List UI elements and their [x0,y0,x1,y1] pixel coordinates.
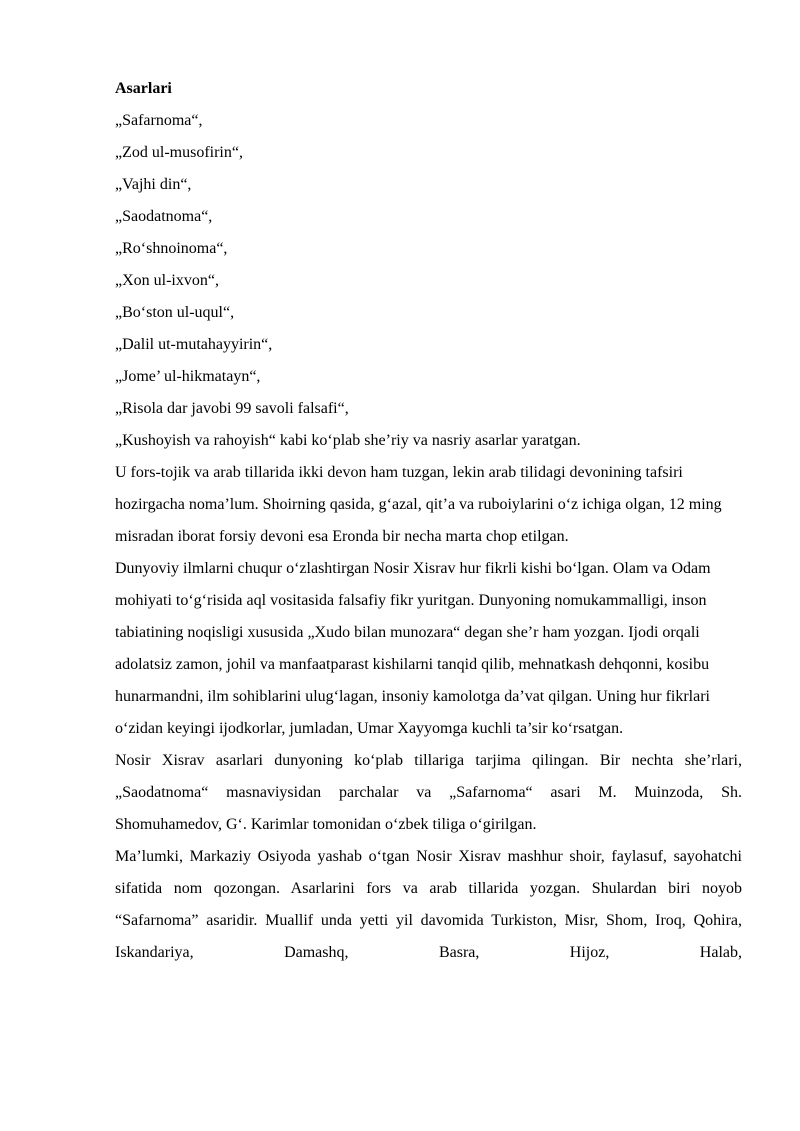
paragraph-safarnoma: Ma’lumki, Markaziy Osiyoda yashab o‘tgan Nosir Xisrav mashhur shoir, faylasuf, sayohatchi sifatida nom qozongan. Asarlarini fors va arab tillarida yozgan. Shulardan biri noyob “Safarnoma” asaridir. Muallif unda yetti yil davomida Turkiston, Misr, Shom, Iroq, Qohira, Iskandariya, Damashq, Basra, Hijoz, Halab, [115,848,742,961]
list-item: „Ro‘shnoinoma“, [115,240,228,257]
section-heading: Asarlari [115,80,172,97]
list-item: „Safarnoma“, [115,112,203,129]
list-item: „Risola dar javobi 99 savoli falsafi“, [115,400,349,417]
paragraph-translations: Nosir Xisrav asarlari dunyoning ko‘plab tillariga tarjima qilingan. Bir nechta she’rlari, „Saodatnoma“ masnaviysidan parchalar va „Safarnoma“ asari M. Muinzoda, Sh. Shomuhamedov, G‘. Karimlar tomonidan o‘zbek tiliga o‘girilgan. [115,752,742,833]
list-item: „Dalil ut-mutahayyirin“, [115,336,273,353]
works-list [115,105,742,457]
paragraph-divans: U fors-tojik va arab tillarida ikki devon ham tuzgan, lekin arab tilidagi devonining tafsiri hozirgacha noma’lum. Shoirning qasida, g‘azal, qit’a va ruboiylarini o‘z ichiga olgan, 12 ming misradan iborat forsiy devoni esa Eronda bir necha marta chop etilgan. [115,464,722,545]
list-item: „Jome’ ul-hikmatayn“, [115,368,261,385]
list-item: „Kushoyish va rahoyish“ kabi ko‘plab she’riy va nasriy asarlar yaratgan. [115,432,581,449]
list-item: „Vajhi din“, [115,176,192,193]
paragraph-worldview: Dunyoviy ilmlarni chuqur o‘zlashtirgan Nosir Xisrav hur fikrli kishi bo‘lgan. Olam va Odam mohiyati to‘g‘risida aql vositasida falsafiy fikr yuritgan. Dunyoning nomukammalligi, inson tabiatining noqisligi xususida „Xudo bilan munozara“ degan she’r ham yozgan. Ijodi orqali adolatsiz zamon, johil va manfaatparast kishilarni tanqid qilib, mehnatkash dehqonni, kosibu hunarmandni, ilm sohiblarini ulug‘lagan, insoniy kamolotga da’vat qilgan. Uning hur fikrlari o‘zidan keyingi ijodkorlar, jumladan, Umar Xayyomga kuchli ta’sir ko‘rsatgan. [115,560,711,737]
list-item: „Zod ul-musofirin“, [115,144,243,161]
list-item: „Xon ul-ixvon“, [115,272,219,289]
document-page [115,73,742,969]
list-item: „Bo‘ston ul-uqul“, [115,304,235,321]
list-item: „Saodatnoma“, [115,208,213,225]
